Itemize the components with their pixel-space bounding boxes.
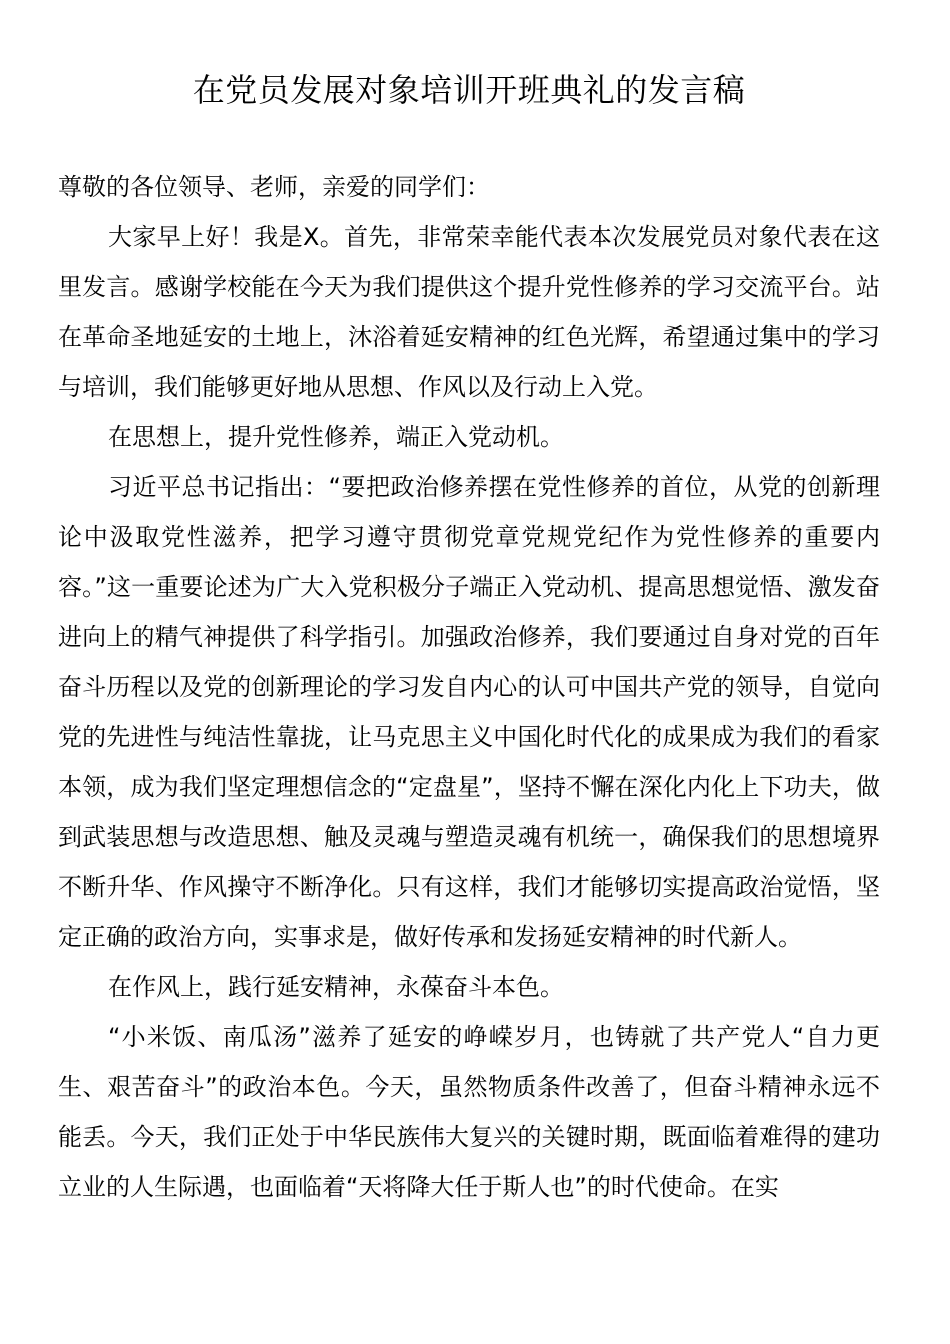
document-body <box>58 162 880 1212</box>
paragraph-heading-style: 在作风上，践行延安精神，永葆奋斗本色。 <box>108 973 564 1001</box>
paragraph-heading-thought: 在思想上，提升党性修养，端正入党动机。 <box>108 423 564 451</box>
paragraph-greeting: 大家早上好！我是X。首先，非常荣幸能代表本次发展党员对象代表在这里发言。感谢学校能在今天为我们提供这个提升党性修养的学习交流平台。站在革命圣地延安的土地上，沐浴着延安精神的红色光辉，希望通过集中的学习与培训，我们能够更好地从思想、作风以及行动上入党。 <box>58 223 880 401</box>
document-title: 在党员发展对象培训开班典礼的发言稿 <box>192 71 746 109</box>
salutation: 尊敬的各位领导、老师，亲爱的同学们： <box>58 173 490 201</box>
paragraph-thought-body: 习近平总书记指出：“要把政治修养摆在党性修养的首位，从党的创新理论中汲取党性滋养，把学习遵守贯彻党章党规党纪作为党性修养的重要内容。”这一重要论述为广大入党积极分子端正入党动机、提高思想觉悟、激发奋进向上的精气神提供了科学指引。加强政治修养，我们要通过自身对党的百年奋斗历程以及党的创新理论的学习发自内心的认可中国共产党的领导，自觉向党的先进性与纯洁性靠拢，让马克思主义中国化时代化的成果成为我们的看家本领，成为我们坚定理想信念的“定盘星”，坚持不懈在深化内化上下功夫，做到武装思想与改造思想、触及灵魂与塑造灵魂有机统一，确保我们的思想境界不断升华、作风操守不断净化。只有这样，我们才能够切实提高政治觉悟，坚定正确的政治方向，实事求是，做好传承和发扬延安精神的时代新人。 <box>58 473 880 951</box>
paragraph-style-body: “小米饭、南瓜汤”滋养了延安的峥嵘岁月，也铸就了共产党人“自力更生、艰苦奋斗”的政治本色。今天，虽然物质条件改善了，但奋斗精神永远不能丢。今天，我们正处于中华民族伟大复兴的关键时期，既面临着难得的建功立业的人生际遇，也面临着“天将降大任于斯人也”的时代使命。在实 <box>58 1023 880 1201</box>
